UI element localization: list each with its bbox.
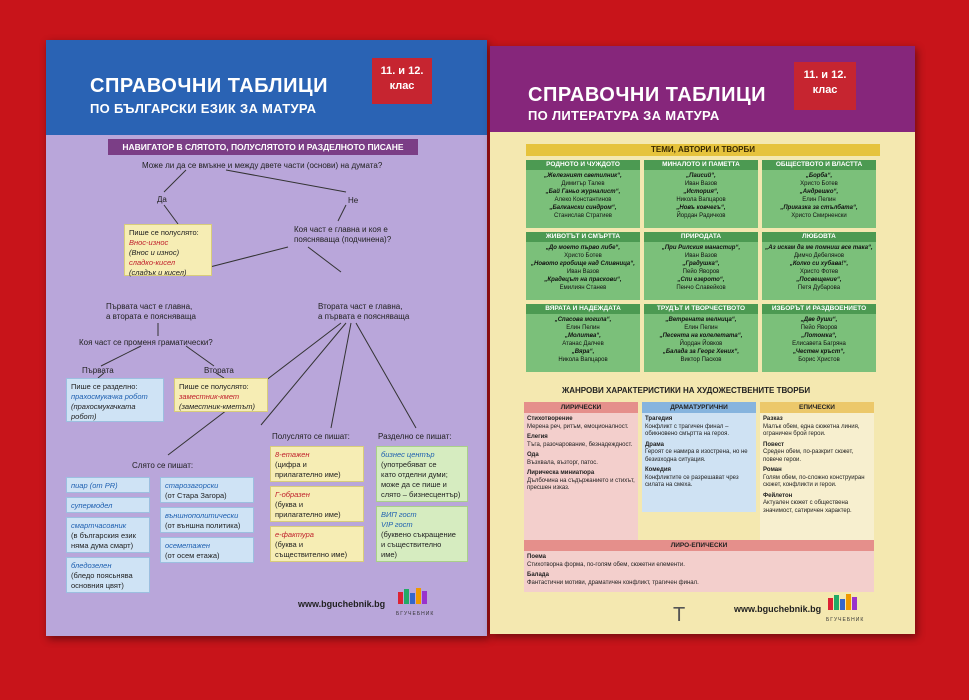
work-title: „Две души“,	[800, 317, 838, 323]
work-title: „Новото гробище над Сливница“,	[531, 261, 635, 267]
genre-item-text: Стихотворна форма, по-голям обем, сюжетни елементи.	[527, 561, 685, 568]
example-note: съществително име)	[275, 550, 348, 559]
work-title: „История“,	[683, 189, 719, 195]
genre-item-name: Комедия	[645, 467, 672, 473]
author-name: Елин Пелин	[566, 325, 600, 331]
theme-title: ИЗБОРЪТ И РАЗДВОЕНИЕТО	[762, 304, 876, 314]
genre-item	[527, 554, 871, 569]
publisher-logo-icon	[828, 592, 862, 614]
literature-booklet	[490, 46, 915, 634]
answer-second: Втората	[204, 366, 234, 375]
example: заместник-кмет	[179, 392, 240, 401]
answer-no: Не	[348, 196, 359, 205]
theme-cell	[526, 232, 640, 300]
genre-item-name: Трагедия	[645, 416, 673, 422]
first-part-main-2: а втората е поясняваща	[106, 312, 196, 321]
author-name: Пейо Яворов	[800, 325, 838, 331]
box-vip-guest	[376, 506, 468, 562]
booklet-title: СПРАВОЧНИ ТАБЛИЦИ	[528, 84, 766, 106]
example: супермодел	[71, 501, 113, 510]
genre-item	[763, 442, 871, 465]
example: Внос-износ	[129, 238, 169, 247]
genre-item-name: Балада	[527, 572, 549, 578]
genre-items	[763, 416, 871, 515]
box-supermodel	[66, 497, 150, 513]
genre-item	[763, 493, 871, 516]
genre-title: ЕПИЧЕСКИ	[760, 402, 874, 413]
work-title: „Балада за Георг Хених“,	[662, 349, 740, 355]
answer-first: Първата	[82, 366, 114, 375]
work-title: „Колко си хубава!“,	[789, 261, 849, 267]
example-note: (прахосмукачката	[71, 402, 136, 411]
example-note: (буквено съкращение	[381, 530, 456, 539]
box-separate-1	[66, 378, 164, 422]
work-title: „Посвещение“,	[796, 277, 842, 283]
box-biznes-center	[376, 446, 468, 502]
work-title: „Крадецът на праскови“,	[544, 277, 622, 283]
genre-epic	[760, 402, 874, 540]
theme-title: ЖИВОТЪТ И СМЪРТТА	[526, 232, 640, 242]
genre-lyric	[524, 402, 638, 540]
genre-item	[763, 467, 871, 490]
example: сладко-кисел	[129, 258, 176, 267]
work-title: „Честен кръст“,	[793, 349, 845, 355]
genre-item	[763, 416, 871, 439]
theme-title: ПРИРОДАТА	[644, 232, 758, 242]
work-title: „Паисий“,	[686, 173, 716, 179]
example-note: (сладък и кисел)	[129, 268, 187, 277]
answer-yes: Да	[157, 195, 167, 204]
author-name: Христо Смирненски	[791, 213, 847, 219]
example: ВИП гост	[381, 510, 417, 519]
genre-item-text: Конфликт с трагичен финал – обикновено смъртта на героя.	[645, 423, 729, 437]
example-note: (от външна политика)	[165, 521, 241, 530]
second-part-main: Втората част е главна,	[318, 302, 403, 311]
example-note: (бледо поясьнява	[71, 571, 133, 580]
example: осеметажен	[165, 541, 211, 550]
example-note: (буква и	[275, 500, 304, 509]
genre-item-text: Актуален сюжет с обществена значимост, сатиричен характер.	[763, 500, 852, 514]
genre-title: ЛИРИЧЕСКИ	[524, 402, 638, 413]
genre-item	[527, 470, 635, 493]
genre-item-text: Мерена реч, ритъм, емоционалност.	[527, 423, 629, 430]
example-note: прилагателно име)	[275, 470, 341, 479]
genre-item-name: Елегия	[527, 434, 548, 440]
genre-item-name: Фейлетон	[763, 492, 793, 499]
author-name: Станислав Стратиев	[554, 213, 612, 219]
theme-title: МИНАЛОТО И ПАМЕТТА	[644, 160, 758, 170]
box-title: Пише се полуслято:	[179, 382, 249, 391]
work-title: „Железният светилник“,	[544, 173, 622, 179]
publisher-logo-text: БГУЧЕБНИК	[826, 617, 865, 623]
example-note: (цифра и	[275, 460, 307, 469]
author-name: Димитър Талев	[561, 181, 605, 187]
example-note: (в българския език	[71, 531, 136, 540]
author-name: Борис Христов	[798, 357, 840, 363]
author-name: Пенчо Славейков	[676, 285, 726, 291]
author-name: Алеко Константинов	[554, 197, 612, 203]
author-name: Емилиян Станев	[559, 285, 607, 291]
genre-items	[527, 554, 871, 587]
example: Г-образен	[275, 490, 310, 499]
author-name: Иван Вазов	[684, 181, 718, 187]
box-starozagorski	[160, 477, 254, 503]
genre-item-text: Голям обем, по-сложно конструиран сюжет, конфликти и герои.	[763, 474, 865, 488]
work-title: „При Рилския манастир“,	[661, 245, 741, 251]
bulgarian-language-booklet	[46, 40, 487, 636]
example-note: (от Стара Загора)	[165, 491, 227, 500]
work-title: „Борба“,	[805, 173, 833, 179]
example: външнополитически	[165, 511, 239, 520]
work-title: „Потомка“,	[801, 333, 837, 339]
theme-cell	[762, 304, 876, 372]
first-part-main: Първата част е главна,	[106, 302, 193, 311]
example: 8-етажен	[275, 450, 310, 459]
work-title: „Приказка за стълбата“,	[780, 205, 858, 211]
work-title: „Андрешко“,	[799, 189, 839, 195]
author-name: Димчо Дебелянов	[793, 253, 845, 259]
work-title: „Песента на колелетата“,	[659, 333, 743, 339]
box-osemetajen	[160, 537, 254, 563]
theme-cell	[644, 304, 758, 372]
box-vnshnopoliticheski	[160, 507, 254, 533]
publisher-url: www.bguchebnik.bg	[298, 599, 386, 609]
author-name: Виктор Пасков	[680, 357, 722, 363]
themes-heading: ТЕМИ, АВТОРИ И ТВОРБИ	[526, 144, 880, 156]
box-piar	[66, 477, 150, 493]
theme-cell	[526, 160, 640, 228]
example-note: основния цвят)	[71, 581, 124, 590]
genre-items	[527, 416, 635, 493]
theme-title: ОБЩЕСТВОТО И ВЛАСТТА	[762, 160, 876, 170]
author-name: Елин Пелин	[802, 197, 836, 203]
genre-item	[527, 416, 635, 431]
work-title: „Спи езерото“,	[677, 277, 725, 283]
example: смартчасовник	[71, 521, 127, 530]
work-title: „Градушка“,	[682, 261, 720, 267]
genre-item-name: Разказ	[763, 416, 783, 422]
author-name: Никола Вапцаров	[558, 357, 608, 363]
example-note: (от осем етажа)	[165, 551, 220, 560]
work-title: „Спасова могила“,	[554, 317, 612, 323]
theme-title: ВЯРАТА И НАДЕЖДАТА	[526, 304, 640, 314]
genre-items	[645, 416, 753, 490]
grade-badge-line1: 11. и 12.	[380, 65, 424, 77]
box-title: Пише се полуслято:	[129, 228, 199, 237]
question-insert-i: Може ли да се вмъкне и между двете части (основи) на думата?	[142, 161, 383, 170]
separate-heading: Разделно се пишат:	[378, 432, 452, 441]
genre-item-text: Малък обем, една сюжетна линия, ограничен брой герои.	[763, 423, 860, 437]
theme-title: РОДНОТО И ЧУЖДОТО	[526, 160, 640, 170]
example-note: (заместник-кметът)	[179, 402, 256, 411]
box-title: Пише се разделно:	[71, 382, 138, 391]
genre-item-text: Фантастични мотиви, драматичен конфликт, трагичен финал.	[527, 579, 699, 586]
author-name: Петя Дубарова	[797, 285, 841, 291]
genre-item	[645, 442, 753, 465]
genre-item-text: Среден обем, по-разкрит сюжет, повече герои.	[763, 449, 854, 463]
theme-cell	[762, 232, 876, 300]
genre-lyro-epic	[524, 540, 874, 592]
genre-item-text: Тъга, разочарование, безнадеждност.	[527, 441, 633, 448]
work-title: „Аз искам да ме помниш все така“,	[765, 245, 873, 251]
author-name: Христо Ботев	[800, 181, 838, 187]
example-note: прилагателно име)	[275, 510, 341, 519]
example-note: няма дума смарт)	[71, 541, 134, 550]
work-title: „Балкански синдром“,	[549, 205, 617, 211]
box-smartwatch	[66, 517, 150, 553]
example-note: (употребяват се	[381, 460, 437, 469]
box-half-joint-1	[124, 224, 212, 276]
genre-item	[645, 416, 753, 439]
theme-title: ЛЮБОВТА	[762, 232, 876, 242]
work-title: „Молитва“,	[565, 333, 601, 339]
box-bledozelen	[66, 557, 150, 593]
genre-item-text: Възхвала, възторг, патос.	[527, 459, 598, 466]
author-name: Елин Пелин	[684, 325, 718, 331]
genre-item-text: Дълбочина на съдържанието и стихът, пресшен изказ.	[527, 477, 635, 491]
genre-item-text: Героят се намира в изострена, но не безизходна ситуация.	[645, 449, 748, 463]
booklet-subtitle: ПО БЪЛГАРСКИ ЕЗИК ЗА МАТУРА	[90, 101, 317, 116]
publisher-url: www.bguchebnik.bg	[734, 604, 822, 614]
author-name: Атанас Далчев	[562, 341, 604, 347]
genre-item-text: Конфликтите се разрешават чрез силата на смеха.	[645, 474, 739, 488]
genre-item	[527, 452, 635, 467]
example-note: (буква и	[275, 540, 304, 549]
pencil-mark: T	[673, 604, 686, 626]
navigator-heading: НАВИГАТОР В СЛЯТОТО, ПОЛУСЛЯТОТО И РАЗДЕЛНОТО ПИСАНЕ	[108, 139, 418, 155]
question-which-part-2: поясняваща (подчинена)?	[294, 235, 392, 244]
author-name: Никола Вапцаров	[676, 197, 726, 203]
genre-item-name: Драма	[645, 441, 664, 448]
author-name: Христо Ботев	[564, 253, 602, 259]
example-note: като отделни думи;	[381, 470, 448, 479]
grade-badge	[794, 62, 856, 110]
work-title: „Вяра“,	[571, 349, 595, 355]
genre-item-name: Роман	[763, 467, 782, 473]
joint-heading: Слято се пишат:	[132, 461, 194, 470]
example: VIP гост	[381, 520, 413, 529]
publisher-logo-icon	[398, 586, 432, 608]
genre-item	[527, 434, 635, 449]
example-note: може да се пише и	[381, 480, 447, 489]
work-title: „Ветрената мелница“,	[665, 317, 737, 323]
author-name: Иван Вазов	[684, 253, 718, 259]
example: бизнес център	[381, 450, 435, 459]
genre-item	[527, 572, 871, 587]
genre-title: ДРАМАТУРГИЧНИ	[642, 402, 756, 413]
theme-cell	[644, 160, 758, 228]
genre-item	[645, 467, 753, 490]
booklet-subtitle: ПО ЛИТЕРАТУРА ЗА МАТУРА	[528, 108, 720, 123]
booklet-title: СПРАВОЧНИ ТАБЛИЦИ	[90, 75, 328, 97]
example-note: и съществително	[381, 540, 442, 549]
genre-item-name: Ода	[527, 452, 539, 458]
example: прахосмукачка робот	[71, 392, 148, 401]
example-note: робот)	[71, 412, 97, 421]
genre-item-name: Повест	[763, 441, 785, 448]
example: старозагорски	[165, 481, 219, 490]
theme-cell	[644, 232, 758, 300]
second-part-main-2: а първата е поясняваща	[318, 312, 410, 321]
author-name: Пейо Яворов	[682, 269, 720, 275]
question-which-changes: Коя част се променя граматически?	[79, 338, 213, 347]
work-title: „Новъ ковчегъ“,	[676, 205, 726, 211]
work-title: „Бай Ганьо журналист“,	[545, 189, 621, 195]
example-note: (Внос и износ)	[129, 248, 180, 257]
genre-drama	[642, 402, 756, 512]
genre-item-name: Поема	[527, 554, 546, 560]
box-e-faktura	[270, 526, 364, 562]
author-name: Йордан Радичков	[676, 213, 726, 219]
example-note: слято – бизнесцентър)	[381, 490, 461, 499]
example: пиар (от PR)	[71, 481, 118, 490]
question-which-part: Коя част е главна и коя е	[294, 225, 388, 234]
box-8-etajen	[270, 446, 364, 482]
genre-item-name: Лирическа миниатюра	[527, 470, 595, 476]
grade-badge-line2: клас	[389, 80, 415, 92]
box-g-obrazen	[270, 486, 364, 522]
genres-heading: ЖАНРОВИ ХАРАКТЕРИСТИКИ НА ХУДОЖЕСТВЕНИТЕ ТВОРБИ	[562, 386, 811, 395]
theme-cell	[526, 304, 640, 372]
example: е-фактура	[275, 530, 314, 539]
author-name: Иван Вазов	[566, 269, 600, 275]
author-name: Елисавета Багряна	[792, 341, 846, 347]
author-name: Христо Фотев	[799, 269, 839, 275]
grade-badge-line2: клас	[812, 84, 838, 96]
publisher-logo-text: БГУЧЕБНИК	[396, 611, 435, 617]
work-title: „До моето първо либе“,	[545, 245, 621, 251]
genre-item-name: Стихотворение	[527, 416, 573, 422]
genre-title: ЛИРО-ЕПИЧЕСКИ	[524, 540, 874, 551]
grade-badge-line1: 11. и 12.	[803, 69, 847, 81]
box-half-joint-2	[174, 378, 268, 412]
example: бледозелен	[71, 561, 112, 570]
theme-cell	[762, 160, 876, 228]
half-joint-heading: Полуслято се пишат:	[272, 432, 350, 441]
example-note: име)	[381, 550, 398, 559]
author-name: Йордан Йовков	[679, 341, 723, 347]
theme-title: ТРУДЪТ И ТВОРЧЕСТВОТО	[644, 304, 758, 314]
